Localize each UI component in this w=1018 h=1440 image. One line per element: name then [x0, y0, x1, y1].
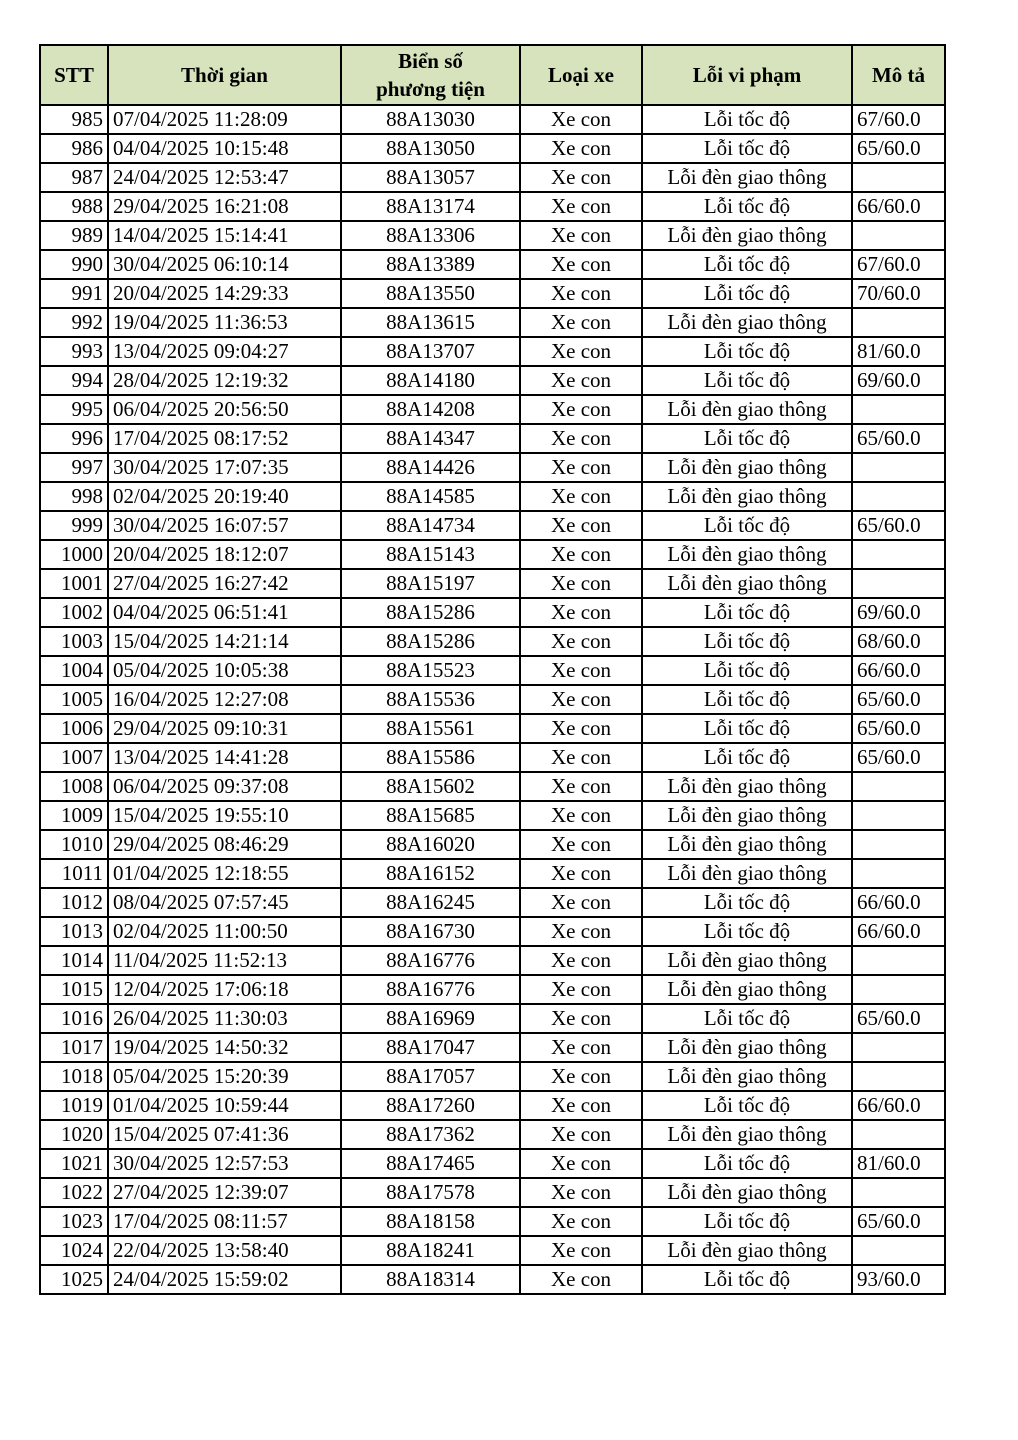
time-cell: 13/04/2025 09:04:27	[108, 337, 341, 366]
stt-cell: 1009	[40, 801, 108, 830]
violation-cell: Lỗi đèn giao thông	[642, 308, 852, 337]
stt-cell: 993	[40, 337, 108, 366]
stt-cell: 996	[40, 424, 108, 453]
header-stt: STT	[40, 45, 108, 105]
description-cell	[852, 830, 945, 859]
violation-cell: Lỗi tốc độ	[642, 192, 852, 221]
time-cell: 30/04/2025 12:57:53	[108, 1149, 341, 1178]
stt-cell: 1013	[40, 917, 108, 946]
vehicle-type-cell: Xe con	[520, 1033, 642, 1062]
plate-cell: 88A15602	[341, 772, 520, 801]
stt-cell: 1020	[40, 1120, 108, 1149]
vehicle-type-cell: Xe con	[520, 1091, 642, 1120]
stt-cell: 988	[40, 192, 108, 221]
plate-cell: 88A16969	[341, 1004, 520, 1033]
table-row	[40, 279, 945, 308]
time-cell: 07/04/2025 11:28:09	[108, 105, 341, 134]
plate-cell: 88A15685	[341, 801, 520, 830]
table-row	[40, 1120, 945, 1149]
table-row	[40, 1236, 945, 1265]
violation-cell: Lỗi tốc độ	[642, 105, 852, 134]
vehicle-type-cell: Xe con	[520, 685, 642, 714]
table-row	[40, 830, 945, 859]
violation-cell: Lỗi đèn giao thông	[642, 946, 852, 975]
table-row	[40, 250, 945, 279]
description-cell: 67/60.0	[852, 105, 945, 134]
description-cell	[852, 308, 945, 337]
description-cell: 66/60.0	[852, 917, 945, 946]
header-description: Mô tả	[852, 45, 945, 105]
violation-cell: Lỗi tốc độ	[642, 627, 852, 656]
plate-cell: 88A18314	[341, 1265, 520, 1294]
description-cell: 67/60.0	[852, 250, 945, 279]
violation-cell: Lỗi tốc độ	[642, 1091, 852, 1120]
plate-cell: 88A14426	[341, 453, 520, 482]
time-cell: 17/04/2025 08:17:52	[108, 424, 341, 453]
table-row	[40, 395, 945, 424]
time-cell: 08/04/2025 07:57:45	[108, 888, 341, 917]
stt-cell: 1001	[40, 569, 108, 598]
description-cell: 65/60.0	[852, 685, 945, 714]
vehicle-type-cell: Xe con	[520, 1265, 642, 1294]
vehicle-type-cell: Xe con	[520, 192, 642, 221]
violation-cell: Lỗi tốc độ	[642, 337, 852, 366]
stt-cell: 1019	[40, 1091, 108, 1120]
vehicle-type-cell: Xe con	[520, 1004, 642, 1033]
table-row	[40, 859, 945, 888]
vehicle-type-cell: Xe con	[520, 453, 642, 482]
description-cell	[852, 1178, 945, 1207]
violation-cell: Lỗi đèn giao thông	[642, 453, 852, 482]
violations-table	[39, 44, 946, 1295]
vehicle-type-cell: Xe con	[520, 772, 642, 801]
time-cell: 13/04/2025 14:41:28	[108, 743, 341, 772]
violation-cell: Lỗi tốc độ	[642, 598, 852, 627]
violation-cell: Lỗi đèn giao thông	[642, 569, 852, 598]
time-cell: 20/04/2025 18:12:07	[108, 540, 341, 569]
time-cell: 19/04/2025 14:50:32	[108, 1033, 341, 1062]
header-plate-line1: Biển số	[398, 48, 463, 73]
violation-cell: Lỗi đèn giao thông	[642, 801, 852, 830]
stt-cell: 987	[40, 163, 108, 192]
description-cell	[852, 482, 945, 511]
stt-cell: 1024	[40, 1236, 108, 1265]
table-row	[40, 801, 945, 830]
violation-cell: Lỗi tốc độ	[642, 888, 852, 917]
description-cell: 65/60.0	[852, 743, 945, 772]
time-cell: 29/04/2025 09:10:31	[108, 714, 341, 743]
header-plate	[341, 45, 520, 105]
time-cell: 12/04/2025 17:06:18	[108, 975, 341, 1004]
table-row	[40, 888, 945, 917]
plate-cell: 88A15197	[341, 569, 520, 598]
vehicle-type-cell: Xe con	[520, 859, 642, 888]
table-row	[40, 772, 945, 801]
description-cell: 69/60.0	[852, 366, 945, 395]
vehicle-type-cell: Xe con	[520, 1236, 642, 1265]
plate-cell: 88A14347	[341, 424, 520, 453]
header-plate-line2: phương tiện	[376, 77, 485, 101]
plate-cell: 88A13057	[341, 163, 520, 192]
plate-cell: 88A15143	[341, 540, 520, 569]
violation-cell: Lỗi đèn giao thông	[642, 975, 852, 1004]
plate-cell: 88A13174	[341, 192, 520, 221]
table-row	[40, 424, 945, 453]
description-cell	[852, 1120, 945, 1149]
vehicle-type-cell: Xe con	[520, 1178, 642, 1207]
plate-cell: 88A13050	[341, 134, 520, 163]
table-row	[40, 308, 945, 337]
table-row	[40, 743, 945, 772]
description-cell: 68/60.0	[852, 627, 945, 656]
description-cell	[852, 395, 945, 424]
stt-cell: 1010	[40, 830, 108, 859]
violation-cell: Lỗi đèn giao thông	[642, 221, 852, 250]
stt-cell: 1002	[40, 598, 108, 627]
time-cell: 16/04/2025 12:27:08	[108, 685, 341, 714]
stt-cell: 992	[40, 308, 108, 337]
vehicle-type-cell: Xe con	[520, 888, 642, 917]
table-row	[40, 482, 945, 511]
plate-cell: 88A13306	[341, 221, 520, 250]
table-body	[40, 105, 945, 1294]
description-cell	[852, 569, 945, 598]
description-cell: 65/60.0	[852, 1004, 945, 1033]
description-cell: 93/60.0	[852, 1265, 945, 1294]
violation-cell: Lỗi đèn giao thông	[642, 1120, 852, 1149]
header-violation: Lỗi vi phạm	[642, 45, 852, 105]
description-cell	[852, 859, 945, 888]
vehicle-type-cell: Xe con	[520, 743, 642, 772]
stt-cell: 1016	[40, 1004, 108, 1033]
vehicle-type-cell: Xe con	[520, 917, 642, 946]
table-row	[40, 221, 945, 250]
table-row	[40, 1033, 945, 1062]
table-row	[40, 627, 945, 656]
plate-cell: 88A15286	[341, 627, 520, 656]
stt-cell: 999	[40, 511, 108, 540]
description-cell: 66/60.0	[852, 192, 945, 221]
plate-cell: 88A16776	[341, 975, 520, 1004]
stt-cell: 1004	[40, 656, 108, 685]
description-cell: 81/60.0	[852, 1149, 945, 1178]
time-cell: 28/04/2025 12:19:32	[108, 366, 341, 395]
plate-cell: 88A13389	[341, 250, 520, 279]
plate-cell: 88A14734	[341, 511, 520, 540]
description-cell	[852, 163, 945, 192]
vehicle-type-cell: Xe con	[520, 627, 642, 656]
vehicle-type-cell: Xe con	[520, 975, 642, 1004]
time-cell: 17/04/2025 08:11:57	[108, 1207, 341, 1236]
violation-cell: Lỗi tốc độ	[642, 685, 852, 714]
description-cell	[852, 453, 945, 482]
stt-cell: 1008	[40, 772, 108, 801]
description-cell: 65/60.0	[852, 714, 945, 743]
stt-cell: 990	[40, 250, 108, 279]
table-row	[40, 1149, 945, 1178]
description-cell	[852, 540, 945, 569]
time-cell: 11/04/2025 11:52:13	[108, 946, 341, 975]
time-cell: 30/04/2025 16:07:57	[108, 511, 341, 540]
stt-cell: 994	[40, 366, 108, 395]
stt-cell: 1014	[40, 946, 108, 975]
vehicle-type-cell: Xe con	[520, 830, 642, 859]
vehicle-type-cell: Xe con	[520, 1207, 642, 1236]
header-row	[40, 45, 945, 105]
description-cell	[852, 1033, 945, 1062]
vehicle-type-cell: Xe con	[520, 308, 642, 337]
description-cell	[852, 975, 945, 1004]
vehicle-type-cell: Xe con	[520, 105, 642, 134]
plate-cell: 88A16020	[341, 830, 520, 859]
table-row	[40, 337, 945, 366]
vehicle-type-cell: Xe con	[520, 250, 642, 279]
time-cell: 02/04/2025 11:00:50	[108, 917, 341, 946]
plate-cell: 88A17047	[341, 1033, 520, 1062]
violation-cell: Lỗi đèn giao thông	[642, 1033, 852, 1062]
stt-cell: 998	[40, 482, 108, 511]
violation-cell: Lỗi đèn giao thông	[642, 1178, 852, 1207]
description-cell: 70/60.0	[852, 279, 945, 308]
stt-cell: 985	[40, 105, 108, 134]
violation-cell: Lỗi đèn giao thông	[642, 830, 852, 859]
time-cell: 30/04/2025 06:10:14	[108, 250, 341, 279]
table-row	[40, 946, 945, 975]
time-cell: 04/04/2025 10:15:48	[108, 134, 341, 163]
stt-cell: 1023	[40, 1207, 108, 1236]
description-cell: 66/60.0	[852, 1091, 945, 1120]
violation-cell: Lỗi tốc độ	[642, 743, 852, 772]
stt-cell: 1021	[40, 1149, 108, 1178]
violation-cell: Lỗi tốc độ	[642, 366, 852, 395]
table-row	[40, 1207, 945, 1236]
time-cell: 05/04/2025 10:05:38	[108, 656, 341, 685]
plate-cell: 88A15286	[341, 598, 520, 627]
plate-cell: 88A17057	[341, 1062, 520, 1091]
stt-cell: 1011	[40, 859, 108, 888]
description-cell: 65/60.0	[852, 134, 945, 163]
violation-cell: Lỗi tốc độ	[642, 250, 852, 279]
table-row	[40, 569, 945, 598]
time-cell: 27/04/2025 16:27:42	[108, 569, 341, 598]
stt-cell: 1006	[40, 714, 108, 743]
table-row	[40, 453, 945, 482]
time-cell: 24/04/2025 12:53:47	[108, 163, 341, 192]
stt-cell: 1015	[40, 975, 108, 1004]
violation-cell: Lỗi tốc độ	[642, 511, 852, 540]
time-cell: 15/04/2025 14:21:14	[108, 627, 341, 656]
violation-cell: Lỗi đèn giao thông	[642, 482, 852, 511]
description-cell: 69/60.0	[852, 598, 945, 627]
table-row	[40, 105, 945, 134]
description-cell: 65/60.0	[852, 424, 945, 453]
description-cell	[852, 1062, 945, 1091]
time-cell: 15/04/2025 07:41:36	[108, 1120, 341, 1149]
description-cell	[852, 772, 945, 801]
time-cell: 05/04/2025 15:20:39	[108, 1062, 341, 1091]
table-row	[40, 714, 945, 743]
violation-cell: Lỗi tốc độ	[642, 424, 852, 453]
plate-cell: 88A15536	[341, 685, 520, 714]
table-row	[40, 598, 945, 627]
stt-cell: 1025	[40, 1265, 108, 1294]
time-cell: 15/04/2025 19:55:10	[108, 801, 341, 830]
table-row	[40, 917, 945, 946]
stt-cell: 986	[40, 134, 108, 163]
time-cell: 14/04/2025 15:14:41	[108, 221, 341, 250]
time-cell: 02/04/2025 20:19:40	[108, 482, 341, 511]
plate-cell: 88A16730	[341, 917, 520, 946]
table-row	[40, 1265, 945, 1294]
plate-cell: 88A13550	[341, 279, 520, 308]
stt-cell: 1005	[40, 685, 108, 714]
table-row	[40, 975, 945, 1004]
vehicle-type-cell: Xe con	[520, 540, 642, 569]
description-cell: 66/60.0	[852, 888, 945, 917]
plate-cell: 88A15561	[341, 714, 520, 743]
violation-cell: Lỗi đèn giao thông	[642, 1062, 852, 1091]
time-cell: 24/04/2025 15:59:02	[108, 1265, 341, 1294]
plate-cell: 88A15586	[341, 743, 520, 772]
violation-cell: Lỗi đèn giao thông	[642, 395, 852, 424]
stt-cell: 1017	[40, 1033, 108, 1062]
table-row	[40, 1178, 945, 1207]
vehicle-type-cell: Xe con	[520, 946, 642, 975]
table-row	[40, 685, 945, 714]
vehicle-type-cell: Xe con	[520, 801, 642, 830]
violation-cell: Lỗi tốc độ	[642, 714, 852, 743]
vehicle-type-cell: Xe con	[520, 569, 642, 598]
plate-cell: 88A18241	[341, 1236, 520, 1265]
table-row	[40, 134, 945, 163]
plate-cell: 88A15523	[341, 656, 520, 685]
violation-cell: Lỗi tốc độ	[642, 1004, 852, 1033]
violation-cell: Lỗi tốc độ	[642, 279, 852, 308]
plate-cell: 88A14208	[341, 395, 520, 424]
table-row	[40, 1062, 945, 1091]
stt-cell: 1012	[40, 888, 108, 917]
table-row	[40, 1091, 945, 1120]
vehicle-type-cell: Xe con	[520, 424, 642, 453]
stt-cell: 997	[40, 453, 108, 482]
violation-cell: Lỗi tốc độ	[642, 917, 852, 946]
violation-cell: Lỗi đèn giao thông	[642, 163, 852, 192]
stt-cell: 1022	[40, 1178, 108, 1207]
plate-cell: 88A13030	[341, 105, 520, 134]
header-time: Thời gian	[108, 45, 341, 105]
vehicle-type-cell: Xe con	[520, 1120, 642, 1149]
stt-cell: 1018	[40, 1062, 108, 1091]
table-row	[40, 366, 945, 395]
stt-cell: 1000	[40, 540, 108, 569]
stt-cell: 991	[40, 279, 108, 308]
stt-cell: 1003	[40, 627, 108, 656]
table-row	[40, 511, 945, 540]
plate-cell: 88A14180	[341, 366, 520, 395]
table-row	[40, 1004, 945, 1033]
vehicle-type-cell: Xe con	[520, 163, 642, 192]
plate-cell: 88A17260	[341, 1091, 520, 1120]
time-cell: 27/04/2025 12:39:07	[108, 1178, 341, 1207]
vehicle-type-cell: Xe con	[520, 221, 642, 250]
violation-cell: Lỗi đèn giao thông	[642, 1236, 852, 1265]
violation-cell: Lỗi tốc độ	[642, 1149, 852, 1178]
plate-cell: 88A17362	[341, 1120, 520, 1149]
plate-cell: 88A16245	[341, 888, 520, 917]
description-cell	[852, 801, 945, 830]
plate-cell: 88A13707	[341, 337, 520, 366]
table-row	[40, 656, 945, 685]
time-cell: 30/04/2025 17:07:35	[108, 453, 341, 482]
vehicle-type-cell: Xe con	[520, 1149, 642, 1178]
plate-cell: 88A16152	[341, 859, 520, 888]
table-row	[40, 163, 945, 192]
violation-cell: Lỗi tốc độ	[642, 1207, 852, 1236]
description-cell	[852, 1236, 945, 1265]
vehicle-type-cell: Xe con	[520, 279, 642, 308]
time-cell: 01/04/2025 12:18:55	[108, 859, 341, 888]
vehicle-type-cell: Xe con	[520, 656, 642, 685]
time-cell: 29/04/2025 16:21:08	[108, 192, 341, 221]
plate-cell: 88A13615	[341, 308, 520, 337]
description-cell: 65/60.0	[852, 511, 945, 540]
plate-cell: 88A16776	[341, 946, 520, 975]
violation-cell: Lỗi tốc độ	[642, 134, 852, 163]
vehicle-type-cell: Xe con	[520, 482, 642, 511]
time-cell: 06/04/2025 09:37:08	[108, 772, 341, 801]
description-cell: 81/60.0	[852, 337, 945, 366]
vehicle-type-cell: Xe con	[520, 395, 642, 424]
vehicle-type-cell: Xe con	[520, 714, 642, 743]
vehicle-type-cell: Xe con	[520, 511, 642, 540]
vehicle-type-cell: Xe con	[520, 134, 642, 163]
time-cell: 29/04/2025 08:46:29	[108, 830, 341, 859]
time-cell: 20/04/2025 14:29:33	[108, 279, 341, 308]
stt-cell: 995	[40, 395, 108, 424]
time-cell: 26/04/2025 11:30:03	[108, 1004, 341, 1033]
description-cell: 66/60.0	[852, 656, 945, 685]
header-vehicle-type: Loại xe	[520, 45, 642, 105]
time-cell: 06/04/2025 20:56:50	[108, 395, 341, 424]
vehicle-type-cell: Xe con	[520, 337, 642, 366]
stt-cell: 1007	[40, 743, 108, 772]
time-cell: 04/04/2025 06:51:41	[108, 598, 341, 627]
description-cell	[852, 946, 945, 975]
table-row	[40, 540, 945, 569]
description-cell: 65/60.0	[852, 1207, 945, 1236]
violation-cell: Lỗi đèn giao thông	[642, 540, 852, 569]
vehicle-type-cell: Xe con	[520, 598, 642, 627]
table-row	[40, 192, 945, 221]
plate-cell: 88A17465	[341, 1149, 520, 1178]
plate-cell: 88A18158	[341, 1207, 520, 1236]
violation-cell: Lỗi đèn giao thông	[642, 772, 852, 801]
violation-cell: Lỗi đèn giao thông	[642, 859, 852, 888]
time-cell: 01/04/2025 10:59:44	[108, 1091, 341, 1120]
plate-cell: 88A17578	[341, 1178, 520, 1207]
time-cell: 22/04/2025 13:58:40	[108, 1236, 341, 1265]
stt-cell: 989	[40, 221, 108, 250]
time-cell: 19/04/2025 11:36:53	[108, 308, 341, 337]
vehicle-type-cell: Xe con	[520, 1062, 642, 1091]
violation-cell: Lỗi tốc độ	[642, 1265, 852, 1294]
violation-cell: Lỗi tốc độ	[642, 656, 852, 685]
table-header	[40, 45, 945, 105]
vehicle-type-cell: Xe con	[520, 366, 642, 395]
description-cell	[852, 221, 945, 250]
plate-cell: 88A14585	[341, 482, 520, 511]
